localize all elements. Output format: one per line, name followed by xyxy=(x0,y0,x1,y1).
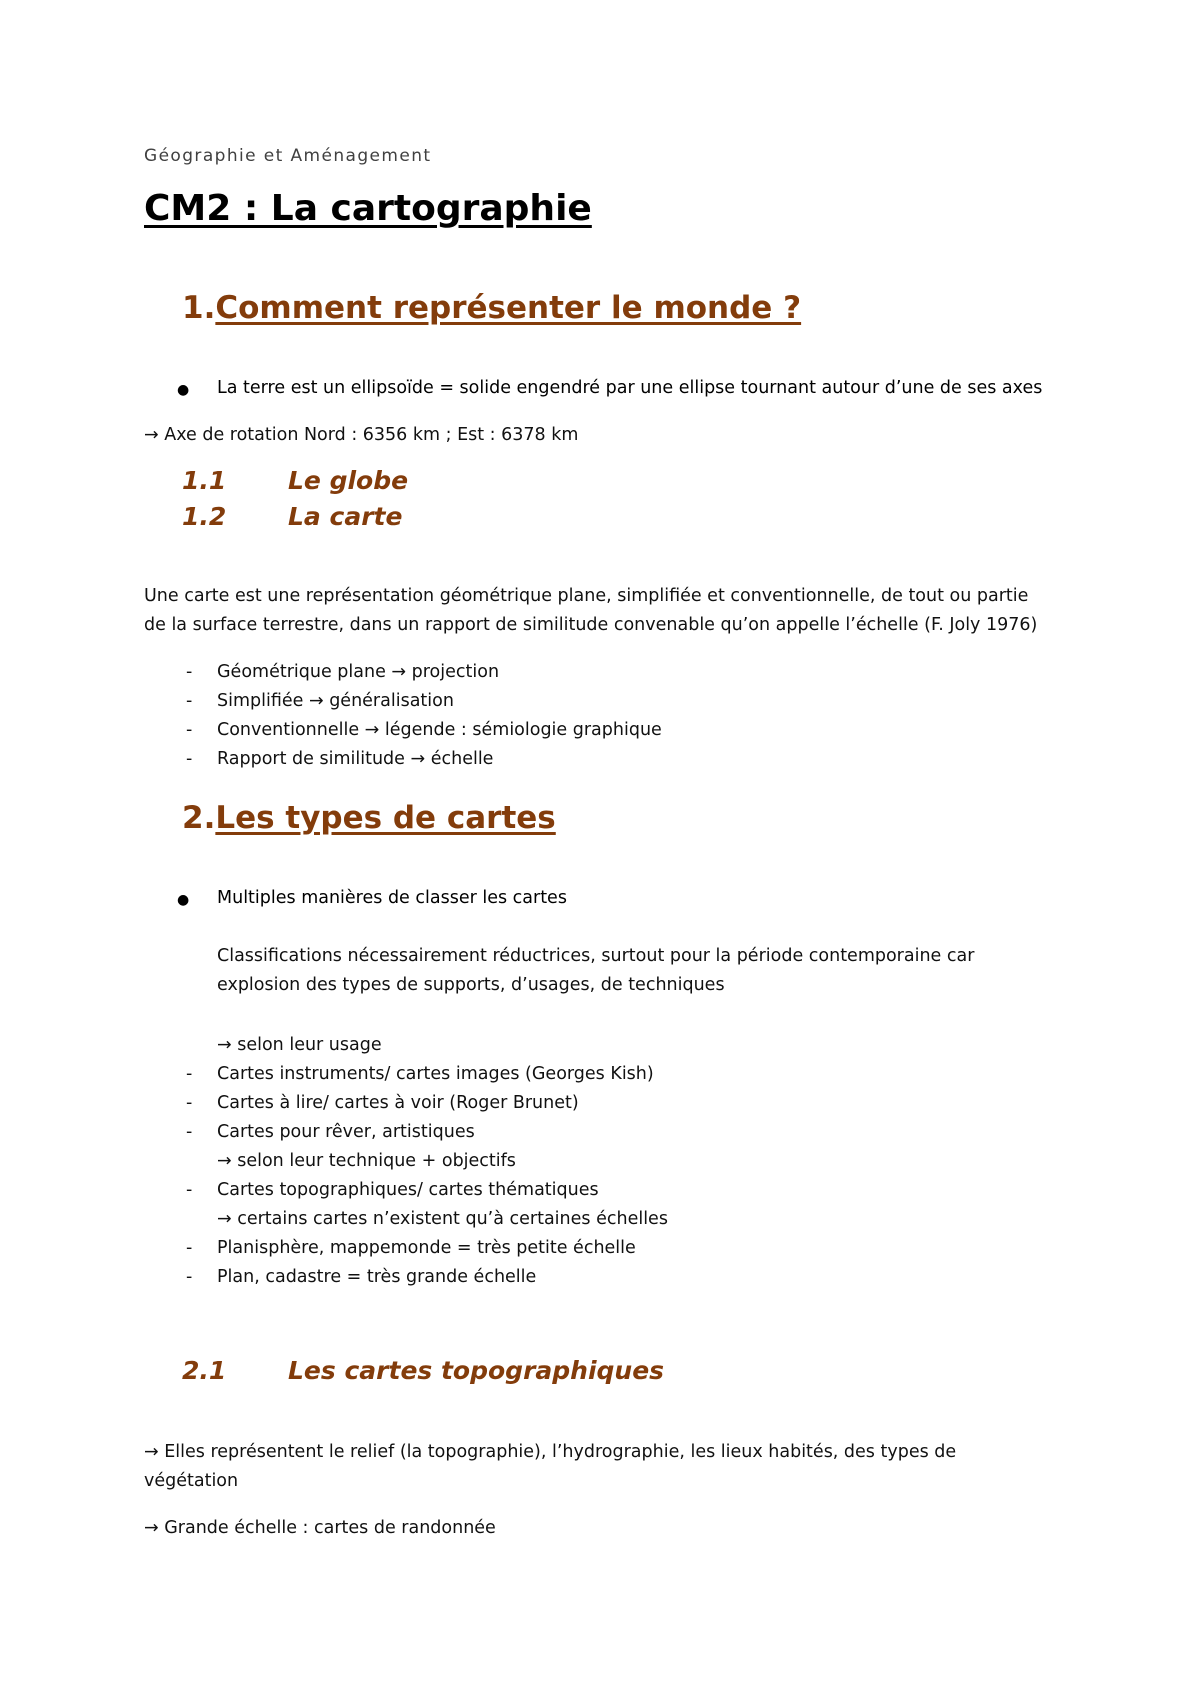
subsection-title: Les cartes topographiques xyxy=(288,1356,665,1385)
definition-line: Une carte est une représentation géométrique plane, simplifiée et conventionnelle, de tout ou partie xyxy=(144,586,1029,606)
subsection-number: 1.1 xyxy=(182,466,227,495)
list-item-text: Cartes topographiques/ cartes thématiques xyxy=(217,1180,599,1200)
usage-note: → selon leur usage xyxy=(217,1035,382,1055)
subsection-number: 2.1 xyxy=(182,1356,227,1385)
section-1-number: 1. xyxy=(182,290,216,326)
dash-marker: - xyxy=(186,662,193,682)
document-title: CM2 : La cartographie xyxy=(144,188,592,229)
dash-marker: - xyxy=(186,1238,193,1258)
list-item-text: Plan, cadastre = très grande échelle xyxy=(217,1267,537,1287)
dash-marker: - xyxy=(186,691,193,711)
list-item xyxy=(186,1064,654,1084)
bullet-text: La terre est un ellipsoïde = solide engendré par une ellipse tournant autour d’une de ses axes xyxy=(217,378,1043,398)
list-item-text: Conventionnelle → légende : sémiologie graphique xyxy=(217,720,662,740)
subsection-2-1-heading xyxy=(182,1356,664,1385)
axis-line: → Axe de rotation Nord : 6356 km ; Est : 6378 km xyxy=(144,425,579,445)
list-item xyxy=(186,1122,475,1142)
dash-marker: - xyxy=(186,1064,193,1084)
bullet-dot-icon: ● xyxy=(177,892,190,908)
list-item xyxy=(186,1267,537,1287)
list-item xyxy=(186,1238,636,1258)
subsection-1-1-heading xyxy=(182,466,408,495)
list-item-text: Planisphère, mappemonde = très petite échelle xyxy=(217,1238,636,1258)
paragraph-line: explosion des types de supports, d’usages, de techniques xyxy=(217,975,725,995)
list-item xyxy=(186,662,500,682)
scales-note: → certains cartes n’existent qu’à certaines échelles xyxy=(217,1209,668,1229)
bullet-dot-icon: ● xyxy=(177,382,190,398)
topo-line: végétation xyxy=(144,1471,239,1491)
dash-marker: - xyxy=(186,1122,193,1142)
bullet-item xyxy=(177,378,1043,398)
topo-line: → Grande échelle : cartes de randonnée xyxy=(144,1518,496,1538)
dash-marker: - xyxy=(186,749,193,769)
section-2-number: 2. xyxy=(182,800,216,836)
dash-marker: - xyxy=(186,1267,193,1287)
list-item xyxy=(186,720,662,740)
dash-marker: - xyxy=(186,720,193,740)
section-2-title: Les types de cartes xyxy=(215,800,556,836)
section-1-title: Comment représenter le monde ? xyxy=(215,290,802,326)
subsection-number: 1.2 xyxy=(182,502,227,531)
list-item-text: Géométrique plane → projection xyxy=(217,662,500,682)
subsection-title: La carte xyxy=(288,502,403,531)
list-item-text: Simplifiée → généralisation xyxy=(217,691,454,711)
list-item xyxy=(186,1180,599,1200)
course-subtitle: Géographie et Aménagement xyxy=(144,146,432,166)
list-item xyxy=(186,1093,579,1113)
topo-line: → Elles représentent le relief (la topographie), l’hydrographie, les lieux habités, des types de xyxy=(144,1442,957,1462)
dash-marker: - xyxy=(186,1180,193,1200)
list-item-text: Cartes à lire/ cartes à voir (Roger Brunet) xyxy=(217,1093,579,1113)
list-item xyxy=(186,749,494,769)
bullet-item xyxy=(177,888,567,908)
subsection-title: Le globe xyxy=(288,466,409,495)
list-item-text: Cartes pour rêver, artistiques xyxy=(217,1122,475,1142)
dash-marker: - xyxy=(186,1093,193,1113)
list-item xyxy=(186,691,454,711)
list-item-text: Rapport de similitude → échelle xyxy=(217,749,494,769)
section-1-heading xyxy=(182,290,801,326)
paragraph-line: Classifications nécessairement réductrices, surtout pour la période contemporaine car xyxy=(217,946,975,966)
list-item-text: Cartes instruments/ cartes images (Georges Kish) xyxy=(217,1064,654,1084)
section-2-heading xyxy=(182,800,556,836)
subsection-1-2-heading xyxy=(182,502,402,531)
bullet-text: Multiples manières de classer les cartes xyxy=(217,888,567,908)
definition-line: de la surface terrestre, dans un rapport de similitude convenable qu’on appelle l’échelle (F. Joly 1976) xyxy=(144,615,1038,635)
technique-note: → selon leur technique + objectifs xyxy=(217,1151,516,1171)
